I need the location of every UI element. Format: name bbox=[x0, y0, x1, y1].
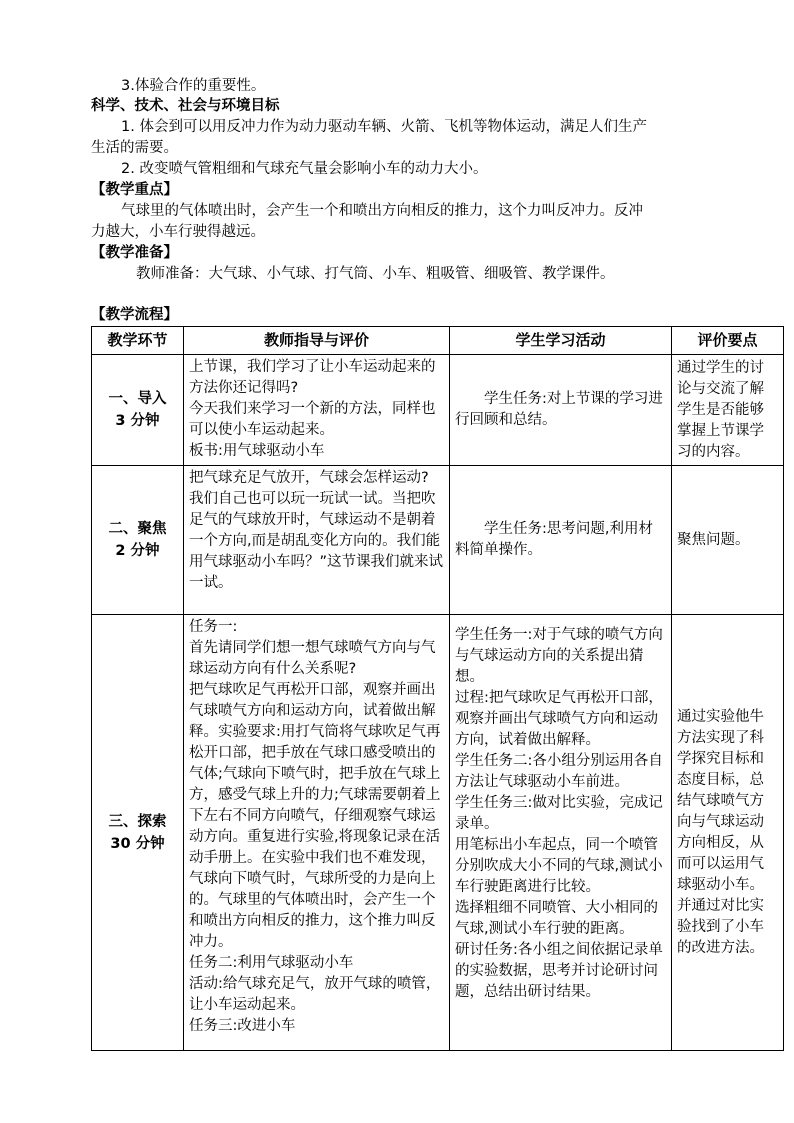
student-text: 学生任务三:做对比实验，完成记录单。 bbox=[455, 795, 663, 832]
header-eval: 评价要点 bbox=[672, 327, 784, 355]
teacher-text: 板书:用气球驱动小车 bbox=[189, 443, 325, 459]
student-text: 过程:把气球吹足气再松开口部，观察并画出气球喷气方向和运动方向，试着做出解释。 bbox=[455, 690, 663, 748]
student-cell bbox=[450, 355, 672, 466]
stage-name: 二、聚焦 bbox=[108, 521, 167, 537]
stage-name: 一、导入 bbox=[108, 391, 167, 407]
header-stage: 教学环节 bbox=[92, 327, 184, 355]
teacher-text: 首先请同学们想一想气球喷气方向与气球运动方向有什么关系呢? bbox=[189, 640, 436, 677]
teacher-text: 上节课，我们学习了让小车运动起来的方法你还记得吗? bbox=[189, 359, 436, 396]
eval-text: 通过实验他牛方法实现了科学探究目标和态度目标，总结气球喷气方向与气球运动方向相反，从而可以运用气球驱动小车。并通过对比实验找到了小车的改进方法。 bbox=[677, 708, 764, 956]
goal-line-3: 3.体验合作的重要性。 bbox=[121, 78, 266, 94]
student-cell bbox=[450, 615, 672, 1051]
stage-cell bbox=[92, 355, 184, 466]
eval-cell bbox=[672, 615, 784, 1051]
stage-name: 三、探索 bbox=[108, 813, 167, 830]
table-row bbox=[92, 615, 784, 1051]
teacher-text: 把气球充足气放开，气球会怎样运动? bbox=[189, 470, 429, 486]
sts-goal-heading: 科学、技术、社会与环境目标 bbox=[91, 98, 280, 114]
header-teacher: 教师指导与评价 bbox=[184, 327, 450, 355]
eval-cell bbox=[672, 355, 784, 466]
teacher-cell bbox=[184, 615, 450, 1051]
eval-text: 聚焦问题。 bbox=[677, 531, 750, 548]
teacher-text: 任务二:利用气球驱动小车 bbox=[189, 955, 354, 971]
preparation-text: 教师准备：大气球、小气球、打气筒、小车、粗吸管、细吸管、教学课件。 bbox=[136, 266, 615, 282]
teaching-flow-table bbox=[91, 326, 784, 1051]
teacher-cell bbox=[184, 355, 450, 466]
key-points-text-a: 气球里的气体喷出时，会产生一个和喷出方向相反的推力，这个力叫反冲力。反冲 bbox=[121, 203, 643, 219]
header-student: 学生学习活动 bbox=[450, 327, 672, 355]
stage-cell bbox=[92, 615, 184, 1051]
eval-text: 通过学生的讨论与交流了解学生是否能够掌握上节课学习的内容。 bbox=[677, 359, 764, 460]
student-text: 学生任务一:对于气球的喷气方向与气球运动方向的关系提出猜想。 bbox=[455, 627, 663, 685]
table-header-row bbox=[92, 327, 784, 355]
teacher-text: 任务一: bbox=[189, 619, 238, 635]
stage-cell bbox=[92, 466, 184, 615]
teacher-text: 把气球吹足气再松开口部，观察并画出气球喷气方向和运动方向，试着做出解释。实验要求:用打气筒将气球吹足气再松开口部，把手放在气球口感受喷出的气体;气球向下喷气时，把手放在气球上方，感受气球上升的力;气球需要朝着上下左右不同方向喷气，仔细观察气球运动方向。重复进行实验,将现象记录在活动手册上。在实验中我们也不难发现，气球向下喷气时，气球所受的力是向上的。气球里的气体喷出时，会产生一个和喷出方向相反的推力，这个推力叫反冲力。 bbox=[189, 682, 441, 950]
student-text: 学生任务:思考问题,利用材料简单操作。 bbox=[455, 521, 653, 558]
teacher-text: 今天我们来学习一个新的方法，同样也可以使小车运动起来。 bbox=[189, 401, 436, 438]
sts-goal-1a: 1. 体会到可以用反冲力作为动力驱动车辆、火箭、飞机等物体运动，满足人们生产 bbox=[121, 119, 647, 135]
student-text: 选择粗细不同喷管、大小相同的气球,测试小车行驶的距离。 bbox=[455, 900, 658, 937]
student-text: 学生任务二:各小组分别运用各自方法让气球驱动小车前进。 bbox=[455, 753, 663, 790]
preparation-heading: 【教学准备】 bbox=[91, 245, 178, 261]
stage-duration: 30 分钟 bbox=[110, 835, 165, 852]
teacher-text: 活动:给气球充足气，放开气球的喷管，让小车运动起来。 bbox=[189, 976, 441, 1013]
table-row bbox=[92, 355, 784, 466]
student-text: 用笔标出小车起点，同一个喷管分别吹成大小不同的气球,测试小车行驶距离进行比较。 bbox=[455, 837, 663, 895]
key-points-text-b: 力越大，小车行驶得越远。 bbox=[91, 224, 265, 240]
flow-heading: 【教学流程】 bbox=[91, 307, 178, 323]
table-row bbox=[92, 466, 784, 615]
sts-goal-1b: 生活的需要。 bbox=[91, 140, 178, 156]
student-text: 研讨任务:各小组之间依据记录单的实验数据，思考并讨论研讨问题，总结出研讨结果。 bbox=[455, 942, 663, 1000]
sts-goal-2: 2. 改变喷气管粗细和气球充气量会影响小车的动力大小。 bbox=[121, 161, 488, 177]
key-points-heading: 【教学重点】 bbox=[91, 182, 178, 198]
stage-duration: 3 分钟 bbox=[115, 413, 160, 429]
student-text: 学生任务:对上节课的学习进行回顾和总结。 bbox=[455, 391, 663, 428]
student-cell bbox=[450, 466, 672, 615]
teacher-text: 我们自己也可以玩一玩试一试。当把吹足气的气球放开时，气球运动不是朝着一个方向,而是胡乱变化方向的。我们能用气球驱动小车吗？”这节课我们就来试一试。 bbox=[189, 491, 444, 591]
stage-duration: 2 分钟 bbox=[115, 543, 160, 559]
teacher-cell bbox=[184, 466, 450, 615]
teacher-text: 任务三:改进小车 bbox=[189, 1018, 296, 1034]
eval-cell bbox=[672, 466, 784, 615]
